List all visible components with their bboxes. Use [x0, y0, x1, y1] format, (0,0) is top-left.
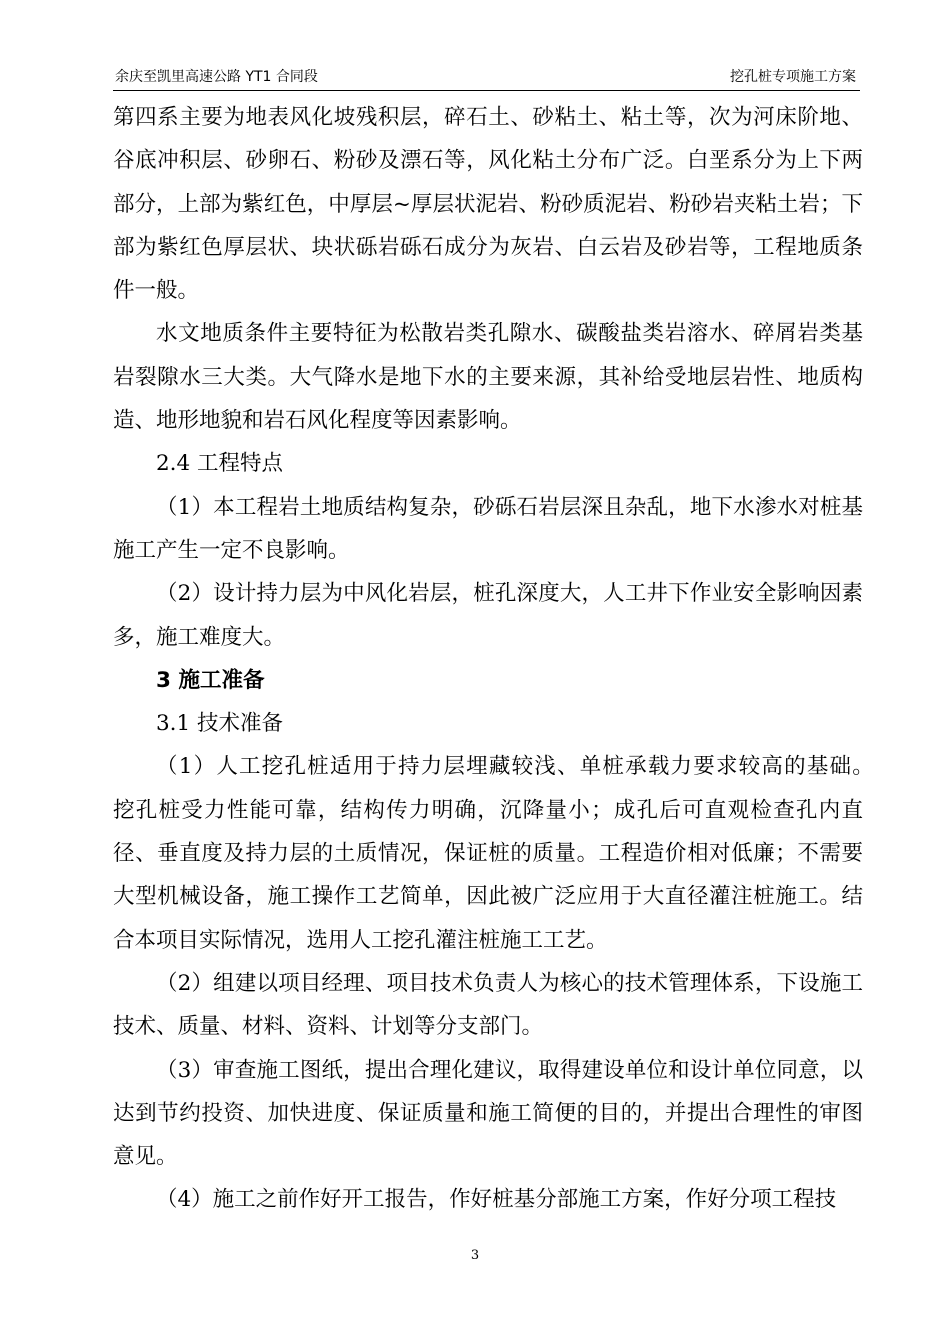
- page-header: [113, 66, 860, 91]
- header-document-title: 挖孔桩专项施工方案: [730, 69, 856, 85]
- list-item-tech-2: （2）组建以项目经理、项目技术负责人为核心的技术管理体系，下设施工技术、质量、材料、资料、计划等分支部门。: [113, 970, 863, 1040]
- paragraph-hydrogeology: 水文地质条件主要特征为松散岩类孔隙水、碳酸盐类岩溶水、碎屑岩类基岩裂隙水三大类。大气降水是地下水的主要来源，其补给受地层岩性、地质构造、地形地貌和岩石风化程度等因素影响。: [113, 321, 863, 434]
- page-number: 3: [470, 1248, 480, 1263]
- section-heading-2-4: 2.4 工程特点: [156, 451, 284, 477]
- header-project-name: 余庆至凯里高速公路 YT1 合同段: [115, 69, 318, 85]
- section-heading-3-1: 3.1 技术准备: [156, 711, 284, 737]
- document-body: [113, 96, 885, 1222]
- section-heading-3: 3 施工准备: [156, 667, 265, 693]
- paragraph-geology: 第四系主要为地表风化坡残积层，碎石土、砂粘土、粘土等，次为河床阶地、谷底冲积层、砂卵石、粉砂及漂石等，风化粘土分布广泛。白垩系分为上下两部分，上部为紫红色，中厚层~厚层状泥岩、粉砂质泥岩、粉砂岩夹粘土岩；下部为紫红色厚层状、块状砾岩砾石成分为灰岩、白云岩及砂岩等，工程地质条件一般。: [113, 105, 863, 304]
- list-item-feature-1: （1）本工程岩土地质结构复杂，砂砾石岩层深且杂乱，地下水渗水对桩基施工产生一定不良影响。: [113, 494, 863, 563]
- list-item-tech-4: （4）施工之前作好开工报告，作好桩基分部施工方案，作好分项工程技: [156, 1187, 837, 1213]
- list-item-tech-1: （1）人工挖孔桩适用于持力层埋藏较浅、单桩承载力要求较高的基础。 挖孔桩受力性能可靠，结构传力明确，沉降量小；成孔后可直观检查孔内直径、垂直度及持力层的土质情况，保证桩的质量。工程造价相对低廉；不需要大型机械设备，施工操作工艺简单，因此被广泛应用于大直径灌注桩施工。结合本项目实际情况，选用人工挖孔灌注桩施工工艺。: [113, 754, 885, 953]
- list-item-tech-3: （3）审查施工图纸，提出合理化建议，取得建设单位和设计单位同意，以达到节约投资、加快进度、保证质量和施工简便的目的，并提出合理性的审图意见。: [113, 1057, 863, 1170]
- list-item-feature-2: （2）设计持力层为中风化岩层，桩孔深度大，人工井下作业安全影响因素多，施工难度大。: [113, 581, 863, 650]
